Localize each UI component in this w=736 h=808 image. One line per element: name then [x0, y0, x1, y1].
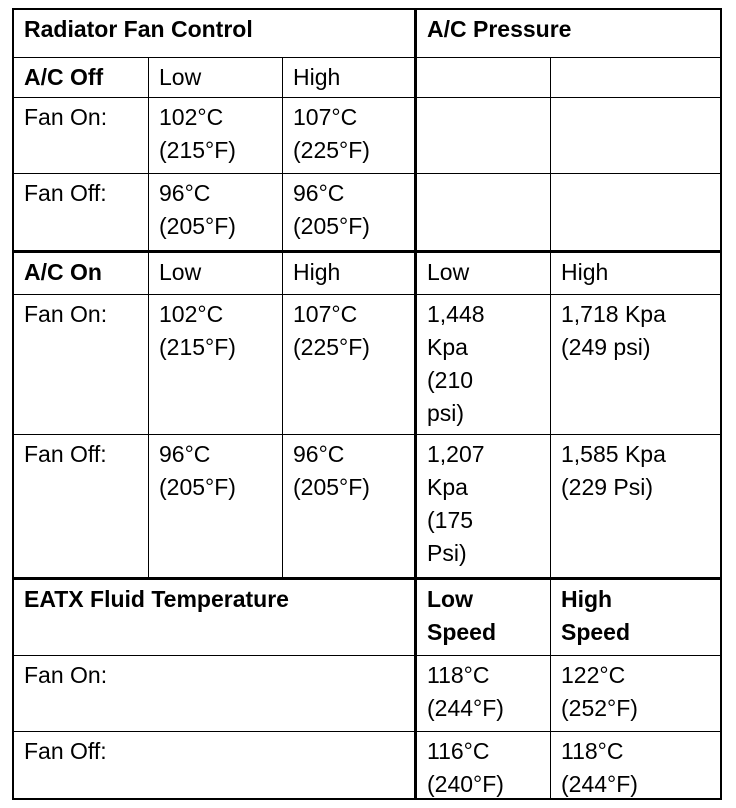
ac-off-header-row — [14, 58, 720, 98]
ac-on-fan-on-pressure-low-psi-value: (210 — [427, 367, 474, 393]
ac-off-fan-on-label — [14, 98, 148, 173]
eatx-fan-on-low-f: (244°F) — [427, 695, 504, 721]
ac-on-high-text: High — [293, 259, 341, 285]
eatx-header-row — [14, 580, 720, 656]
ac-off-fan-on-label-text: Fan On: — [24, 104, 108, 130]
ac-on-fan-off-pressure-high-psi: (229 Psi) — [561, 474, 654, 500]
ac-on-fan-on-high — [282, 295, 414, 434]
ac-on-fan-on-pressure-low-psi-unit: psi) — [427, 400, 465, 426]
eatx-fan-on-label-text: Fan On: — [24, 662, 108, 688]
eatx-fan-off-label — [14, 732, 414, 798]
ac-off-low-header — [148, 58, 282, 97]
ac-off-fan-on-low-c: 102°C — [159, 104, 224, 130]
ac-on-pressure-high-header — [550, 253, 720, 294]
ac-off-high-text: High — [293, 64, 341, 90]
eatx-fan-off-low-f: (240°F) — [427, 771, 504, 797]
ac-on-fan-on-label-text: Fan On: — [24, 301, 108, 327]
eatx-label — [14, 580, 414, 655]
ac-off-fan-on-low — [148, 98, 282, 173]
eatx-high-speed-line1: High — [561, 586, 613, 612]
ac-off-fan-off-low — [148, 174, 282, 250]
ac-on-fan-off-pressure-low-psi-unit: Psi) — [427, 540, 467, 566]
ac-on-header-row — [14, 253, 720, 295]
ac-pressure-text: A/C Pressure — [427, 16, 572, 42]
fan-control-table — [12, 8, 722, 800]
ac-on-fan-on-low-c: 102°C — [159, 301, 224, 327]
eatx-fan-off-low-c: 116°C — [427, 738, 490, 764]
ac-on-fan-off-low — [148, 435, 282, 577]
ac-off-fan-on-high-c: 107°C — [293, 104, 358, 130]
ac-on-fan-off-high-f: (205°F) — [293, 474, 370, 500]
ac-on-fan-on-pressure-high — [550, 295, 720, 434]
eatx-fan-on-high — [550, 656, 720, 731]
ac-off-fan-on-high-f: (225°F) — [293, 137, 370, 163]
ac-on-fan-on-low — [148, 295, 282, 434]
ac-off-fan-off-low-f: (205°F) — [159, 213, 236, 239]
ac-on-fan-off-pressure-high-kpa: 1,585 Kpa — [561, 441, 666, 467]
ac-on-fan-off-label — [14, 435, 148, 577]
eatx-fan-off-high — [550, 732, 720, 798]
ac-on-fan-off-pressure-low-unit: Kpa — [427, 474, 468, 500]
ac-on-fan-off-low-c: 96°C — [159, 441, 211, 467]
ac-off-low-text: Low — [159, 64, 202, 90]
eatx-fan-on-low-c: 118°C — [427, 662, 490, 688]
ac-on-fan-on-pressure-low — [414, 295, 550, 434]
ac-on-fan-on-pressure-low-unit: Kpa — [427, 334, 468, 360]
ac-on-fan-off-pressure-low-psi-value: (175 — [427, 507, 474, 533]
ac-on-fan-off-high — [282, 435, 414, 577]
ac-on-fan-off-pressure-low — [414, 435, 550, 577]
ac-pressure-heading — [414, 10, 720, 57]
ac-on-fan-on-low-f: (215°F) — [159, 334, 236, 360]
ac-on-fan-off-low-f: (205°F) — [159, 474, 236, 500]
ac-off-fan-on-row — [14, 98, 720, 174]
ac-off-fan-off-label-text: Fan Off: — [24, 180, 107, 206]
ac-on-low-text: Low — [159, 259, 202, 285]
ac-off-fan-off-low-c: 96°C — [159, 180, 211, 206]
eatx-fan-on-label — [14, 656, 414, 731]
ac-on-fan-off-pressure-low-value: 1,207 — [427, 441, 485, 467]
ac-on-fan-on-pressure-low-value: 1,448 — [427, 301, 485, 327]
ac-on-fan-off-row — [14, 435, 720, 580]
eatx-low-speed-line1: Low — [427, 586, 473, 612]
eatx-fan-on-high-f: (252°F) — [561, 695, 638, 721]
ac-on-fan-on-high-c: 107°C — [293, 301, 358, 327]
ac-off-fan-off-high-c: 96°C — [293, 180, 345, 206]
ac-on-fan-off-pressure-high — [550, 435, 720, 577]
ac-on-label-text: A/C On — [24, 259, 102, 285]
radiator-fan-control-heading — [14, 10, 414, 57]
eatx-label-text: EATX Fluid Temperature — [24, 586, 289, 612]
ac-on-pressure-low-text: Low — [427, 259, 470, 285]
eatx-low-speed-header — [414, 580, 550, 655]
eatx-fan-off-low — [414, 732, 550, 798]
eatx-high-speed-line2: Speed — [561, 619, 631, 645]
eatx-fan-off-high-c: 118°C — [561, 738, 624, 764]
ac-off-pressure-low-empty — [414, 58, 550, 97]
eatx-fan-off-high-f: (244°F) — [561, 771, 638, 797]
ac-on-fan-off-high-c: 96°C — [293, 441, 345, 467]
ac-on-fan-off-label-text: Fan Off: — [24, 441, 107, 467]
ac-on-pressure-low-header — [414, 253, 550, 294]
eatx-low-speed-line2: Speed — [427, 619, 497, 645]
ac-off-fan-on-low-f: (215°F) — [159, 137, 236, 163]
ac-off-fan-off-high — [282, 174, 414, 250]
ac-on-pressure-high-text: High — [561, 259, 609, 285]
eatx-fan-on-low — [414, 656, 550, 731]
ac-on-fan-on-pressure-high-kpa: 1,718 Kpa — [561, 301, 666, 327]
ac-off-label-text: A/C Off — [24, 64, 104, 90]
eatx-high-speed-header — [550, 580, 720, 655]
ac-on-fan-on-label — [14, 295, 148, 434]
ac-on-fan-on-pressure-high-psi: (249 psi) — [561, 334, 651, 360]
ac-off-fan-on-pressure-low-empty — [414, 98, 550, 173]
ac-on-high-header — [282, 253, 414, 294]
ac-off-fan-off-pressure-high-empty — [550, 174, 720, 250]
ac-off-fan-on-high — [282, 98, 414, 173]
ac-off-fan-on-pressure-high-empty — [550, 98, 720, 173]
radiator-fan-control-text: Radiator Fan Control — [24, 16, 253, 42]
ac-off-fan-off-high-f: (205°F) — [293, 213, 370, 239]
ac-off-fan-off-pressure-low-empty — [414, 174, 550, 250]
eatx-fan-on-high-c: 122°C — [561, 662, 626, 688]
eatx-fan-off-label-text: Fan Off: — [24, 738, 107, 764]
ac-off-pressure-high-empty — [550, 58, 720, 97]
ac-off-label — [14, 58, 148, 97]
header-row — [14, 10, 720, 58]
ac-off-fan-off-label — [14, 174, 148, 250]
ac-on-low-header — [148, 253, 282, 294]
eatx-fan-off-row — [14, 732, 720, 798]
ac-off-fan-off-row — [14, 174, 720, 253]
eatx-fan-on-row — [14, 656, 720, 732]
ac-on-label — [14, 253, 148, 294]
ac-on-fan-on-row — [14, 295, 720, 435]
ac-on-fan-on-high-f: (225°F) — [293, 334, 370, 360]
ac-off-high-header — [282, 58, 414, 97]
